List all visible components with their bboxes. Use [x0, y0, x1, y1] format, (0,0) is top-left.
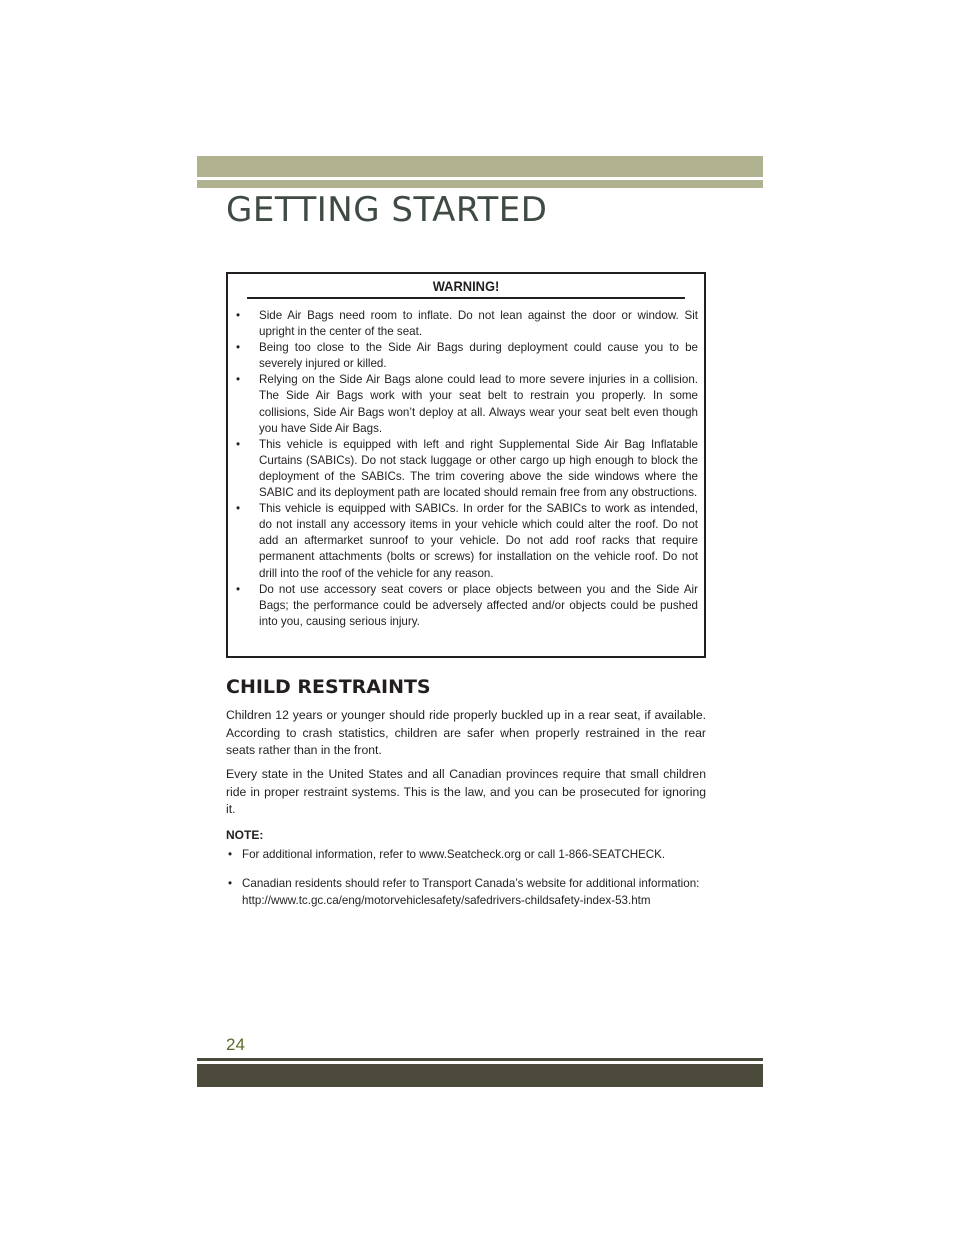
- warning-item: • Relying on the Side Air Bags alone could lead to more severe injuries in a collision. The Side Air Bags work with your seat belt to restrain you properly. In some collisions, Side Air Bags won’t deploy at all. Always wear your seat belt even though you have Side Air Bags.: [236, 373, 698, 435]
- bullet-icon: •: [236, 341, 241, 355]
- warning-item: • Side Air Bags need room to inflate. Do not lean against the door or window. Sit upright in the center of the seat.: [236, 309, 698, 339]
- warning-title: WARNING!: [247, 274, 685, 299]
- footer-line: [197, 1058, 763, 1061]
- bullet-icon: •: [236, 373, 241, 387]
- warning-item: • This vehicle is equipped with SABICs. In order for the SABICs to work as intended, do not install any accessory items in your vehicle which could alter the roof. Do not add an aftermarket sunroof to your vehicle. Do not add roof racks that require permanent attachments (bolts or screws) for installation on the vehicle roof. Do not drill into the roof of the vehicle for any reason.: [236, 502, 698, 580]
- child-restraints-heading: CHILD RESTRAINTS: [226, 676, 431, 698]
- bullet-icon: •: [236, 502, 241, 516]
- warning-list: [228, 299, 704, 630]
- header-band-thin: [197, 180, 763, 188]
- bullet-icon: •: [236, 582, 241, 596]
- header-band: [197, 156, 763, 177]
- warning-item: • Being too close to the Side Air Bags during deployment could cause you to be severely injured or killed.: [236, 341, 698, 371]
- note-list: [226, 846, 708, 921]
- paragraph: Every state in the United States and all Canadian provinces require that small children ride in proper restraint systems. This is the law, and you can be prosecuted for ignoring it.: [226, 767, 706, 817]
- note-item: • Canadian residents should refer to Transport Canada’s website for additional information: http://www.tc.gc.ca/eng/motorvehiclesafety/safedrivers-childsafety-index-53.htm: [226, 875, 708, 909]
- warning-item: • This vehicle is equipped with left and right Supplemental Side Air Bag Inflatable Curtains (SABICs). Do not stack luggage or other cargo up high enough to block the deployment of the SABICs. The trim covering above the side windows where the SABIC and its deployment path are located should remain free from any obstructions.: [236, 437, 698, 500]
- warning-item: • Do not use accessory seat covers or place objects between you and the Side Air Bags; the performance could be adversely affected and/or objects could be pushed into you, causing serious injury.: [236, 582, 698, 628]
- bullet-icon: •: [228, 877, 233, 890]
- paragraph: Children 12 years or younger should ride properly buckled up in a rear seat, if available. According to crash statistics, children are safer when properly restrained in the rear seats rather than in the front.: [226, 708, 706, 758]
- note-label: NOTE:: [226, 828, 264, 842]
- bullet-icon: •: [236, 309, 241, 322]
- warning-box: [226, 272, 706, 658]
- transport-canada-link[interactable]: http://www.tc.gc.ca/eng/motorvehiclesafety/safedrivers-childsafety-index-53.htm: [242, 894, 651, 907]
- section-title: GETTING STARTED: [226, 190, 548, 230]
- page-number: 24: [226, 1035, 245, 1054]
- footer-band: [197, 1064, 763, 1087]
- bullet-icon: •: [228, 848, 233, 861]
- bullet-icon: •: [236, 437, 241, 451]
- note-item: • For additional information, refer to www.Seatcheck.org or call 1-866-SEATCHECK.: [228, 848, 666, 861]
